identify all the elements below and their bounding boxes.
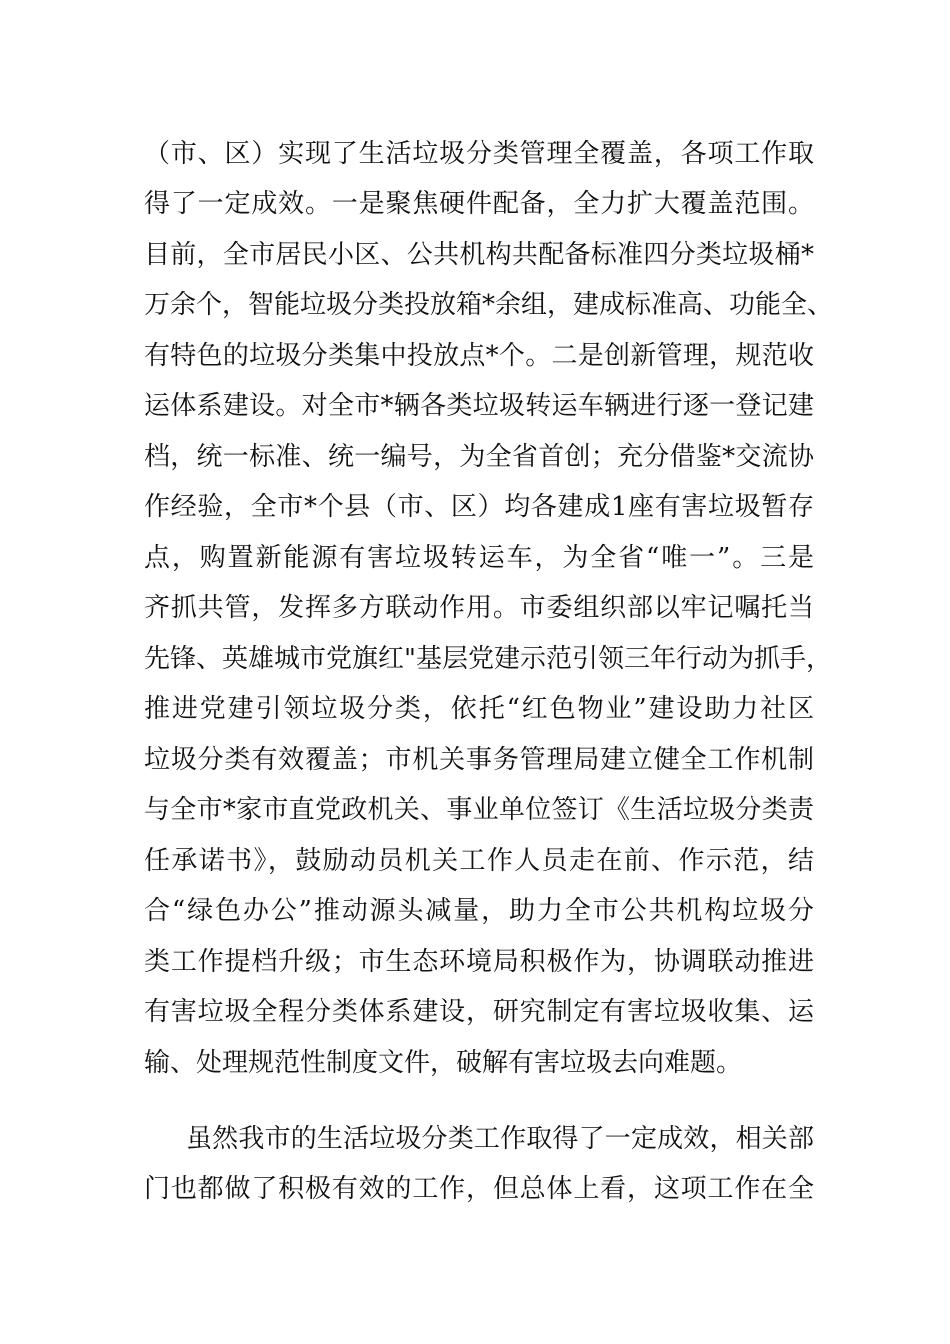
text-line: 档，统一标准、统一编号，为全省首创；充分借鉴*交流协	[144, 442, 814, 472]
text-line: 门也都做了积极有效的工作，但总体上看，这项工作在全	[144, 1174, 814, 1204]
text-line: 点，购置新能源有害垃圾转运车，为全省“唯一”。三是	[144, 543, 814, 573]
text-line: 任承诺书》，鼓励动员机关工作人员走在前、作示范，结	[144, 846, 814, 876]
text-line: 运体系建设。对全市*辆各类垃圾转运车辆进行逐一登记建	[144, 391, 814, 421]
text-line: 输、处理规范性制度文件，破解有害垃圾去向难题。	[144, 1048, 743, 1078]
text-line: 垃圾分类有效覆盖；市机关事务管理局建立健全工作机制	[144, 745, 814, 775]
text-line: 齐抓共管，发挥多方联动作用。市委组织部以牢记嘱托当	[144, 593, 814, 623]
text-line: 目前，全市居民小区、公共机构共配备标准四分类垃圾桶*	[144, 240, 814, 270]
text-line: 有害垃圾全程分类体系建设，研究制定有害垃圾收集、运	[144, 997, 814, 1027]
text-line: 推进党建引领垃圾分类，依托“红色物业”建设助力社区	[144, 694, 814, 724]
text-line: 有特色的垃圾分类集中投放点*个。二是创新管理，规范收	[144, 341, 814, 371]
text-line: 先锋、英雄城市党旗红"基层党建示范引领三年行动为抓手，	[144, 644, 832, 674]
text-line: 作经验，全市*个县（市、区）均各建成1座有害垃圾暂存	[144, 492, 814, 522]
text-line: 万余个，智能垃圾分类投放箱*余组，建成标准高、功能全、	[144, 290, 834, 320]
text-line: （市、区）实现了生活垃圾分类管理全覆盖，各项工作取	[144, 139, 814, 169]
text-line: 合“绿色办公”推动源头减量，助力全市公共机构垃圾分	[144, 896, 814, 926]
text-line: 与全市*家市直党政机关、事业单位签订《生活垃圾分类责	[144, 795, 814, 825]
text-line: 虽然我市的生活垃圾分类工作取得了一定成效，相关部	[186, 1124, 814, 1154]
text-line: 类工作提档升级；市生态环境局积极作为，协调联动推进	[144, 947, 814, 977]
text-line: 得了一定成效。一是聚焦硬件配备，全力扩大覆盖范围。	[144, 189, 814, 219]
